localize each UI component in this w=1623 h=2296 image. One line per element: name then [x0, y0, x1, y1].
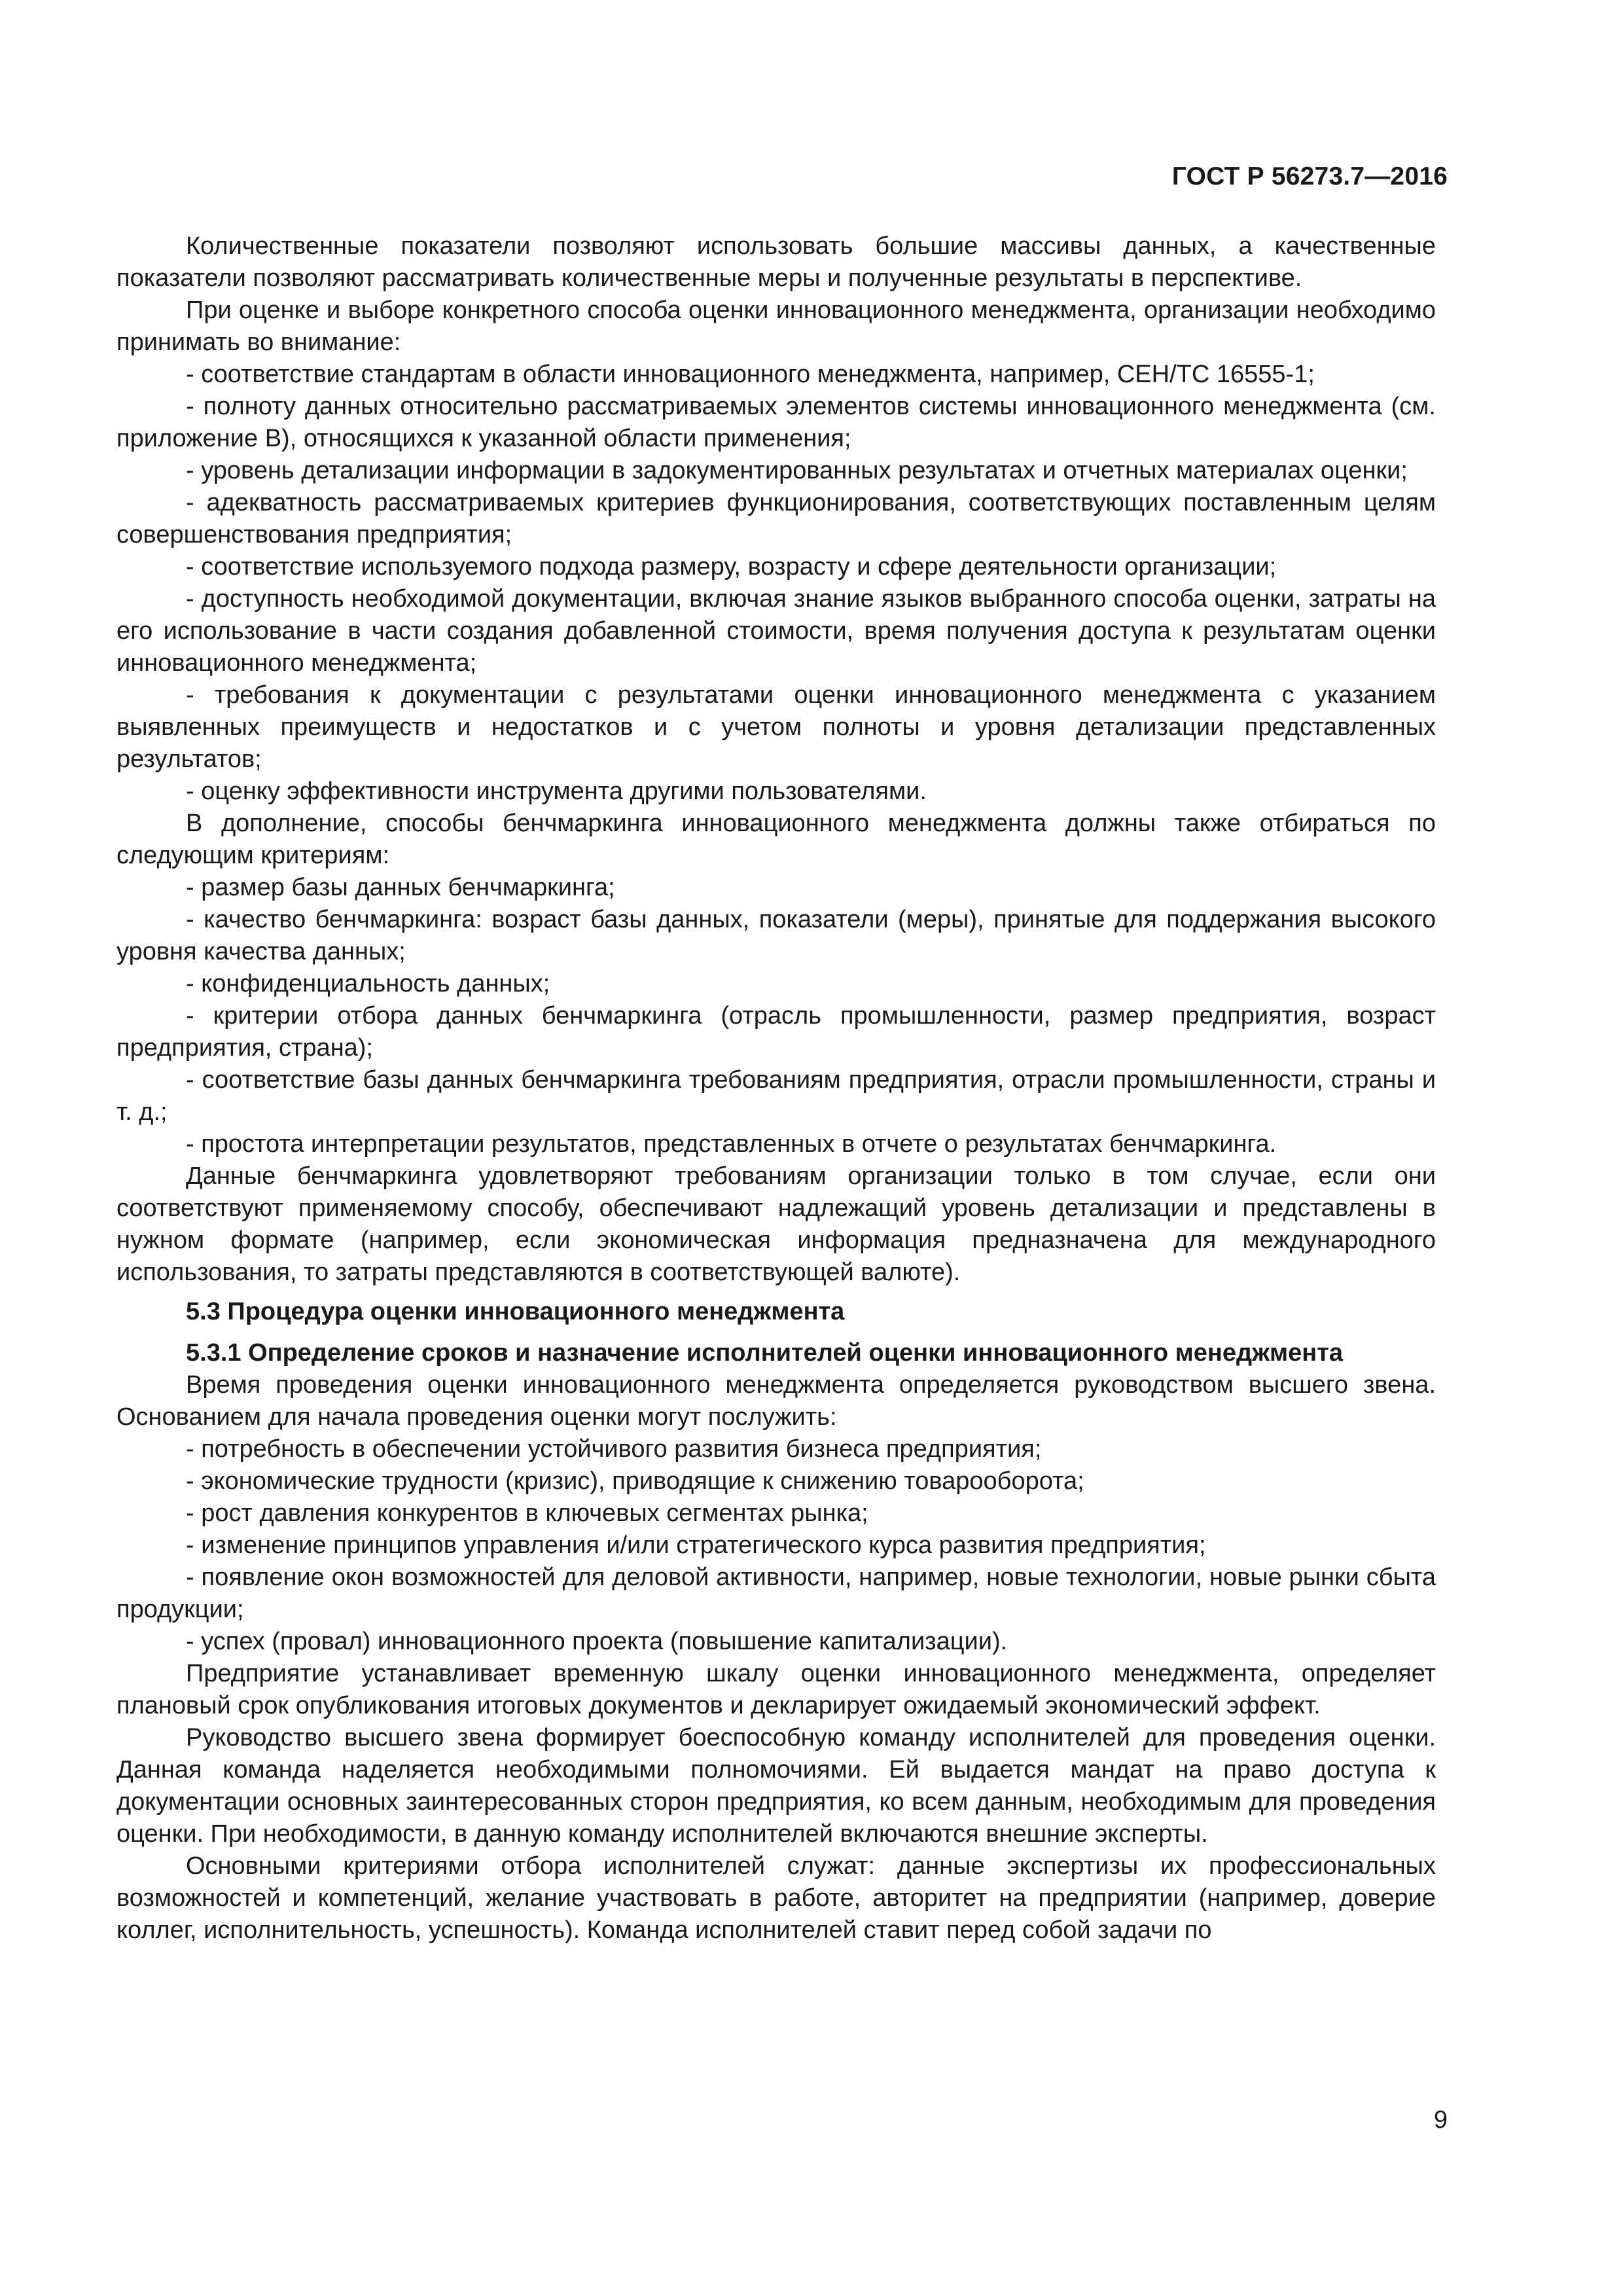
- list-item: - размер базы данных бенчмаркинга;: [186, 874, 615, 901]
- paragraph: Время проведения оценки инновационного менеджмента определяется руководством высшего звена. Основанием для начала проведения оценки могут послужить:: [116, 1371, 1436, 1431]
- list-item: - оценку эффективности инструмента другими пользователями.: [186, 778, 927, 805]
- paragraph: В дополнение, способы бенчмаркинга инновационного менеджмента должны также отбираться по следующим критериям:: [116, 810, 1436, 869]
- list-item: - потребность в обеспечении устойчивого развития бизнеса предприятия;: [186, 1435, 1042, 1463]
- list-item: - рост давления конкурентов в ключевых сегментах рынка;: [186, 1499, 868, 1527]
- list-item: - соответствие базы данных бенчмаркинга требованиям предприятия, отрасли промышленности, страны и т. д.;: [116, 1066, 1436, 1126]
- paragraph: Количественные показатели позволяют использовать большие массивы данных, а качественные показатели позволяют рассматривать количественные меры и полученные результаты в перспективе.: [116, 232, 1436, 292]
- paragraph: Предприятие устанавливает временную шкалу оценки инновационного менеджмента, определяет плановый срок опубликования итоговых документов и декларирует ожидаемый экономический эффект.: [116, 1660, 1436, 1719]
- list-item: - полноту данных относительно рассматриваемых элементов системы инновационного менеджмента (см. приложение В), относящихся к указанной области применения;: [116, 393, 1436, 452]
- paragraph: Основными критериями отбора исполнителей служат: данные экспертизы их профессиональных возможностей и компетенций, желание участвовать в работе, авторитет на предприятии (например, доверие коллег, исполнительность, успешность). Команда исполнителей ставит перед собой задачи по: [116, 1852, 1436, 1944]
- list-item: - успех (провал) инновационного проекта (повышение капитализации).: [186, 1628, 1008, 1655]
- list-item: - соответствие стандартам в области инновационного менеджмента, например, СЕН/ТС 16555-1;: [186, 361, 1315, 388]
- paragraph: Руководство высшего звена формирует боеспособную команду исполнителей для проведения оценки. Данная команда наделяется необходимыми полномочиями. Ей выдается мандат на право доступа к документации основных заинтересованных сторон предприятия, ко всем данным, необходимым для проведения оценки. При необходимости, в данную команду исполнителей включаются внешние эксперты.: [116, 1724, 1436, 1848]
- list-item: - качество бенчмаркинга: возраст базы данных, показатели (меры), принятые для поддержания высокого уровня качества данных;: [116, 906, 1436, 965]
- list-item: - критерии отбора данных бенчмаркинга (отрасль промышленности, размер предприятия, возраст предприятия, страна);: [116, 1002, 1436, 1062]
- document-body: [116, 230, 1436, 1946]
- list-item: - изменение принципов управления и/или стратегического курса развития предприятия;: [186, 1532, 1206, 1559]
- section-heading: 5.3 Процедура оценки инновационного менеджмента: [186, 1298, 845, 1325]
- page-number: 9: [1433, 2106, 1448, 2134]
- list-item: - доступность необходимой документации, включая знание языков выбранного способа оценки, затраты на его использование в части создания добавленной стоимости, время получения доступа к результатам оценки инновационного менеджмента;: [116, 585, 1436, 677]
- list-item: - адекватность рассматриваемых критериев функционирования, соответствующих поставленным целям совершенствования предприятия;: [116, 489, 1436, 548]
- list-item: - экономические трудности (кризис), приводящие к снижению товарооборота;: [186, 1467, 1084, 1495]
- document-header: ГОСТ Р 56273.7—2016: [1171, 162, 1448, 190]
- list-item: - конфиденциальность данных;: [186, 970, 550, 997]
- list-item: - появление окон возможностей для деловой активности, например, новые технологии, новые рынки сбыта продукции;: [116, 1564, 1436, 1623]
- list-item: - соответствие используемого подхода размеру, возрасту и сфере деятельности организации;: [186, 553, 1277, 581]
- list-item: - уровень детализации информации в задокументированных результатах и отчетных материалах оценки;: [186, 457, 1408, 484]
- list-item: - простота интерпретации результатов, представленных в отчете о результатах бенчмаркинга.: [186, 1130, 1277, 1158]
- list-item: - требования к документации с результатами оценки инновационного менеджмента с указанием выявленных преимуществ и недостатков и с учетом полноты и уровня детализации представленных результатов;: [116, 681, 1436, 773]
- subsection-heading: 5.3.1 Определение сроков и назначение исполнителей оценки инновационного менеджмента: [186, 1339, 1344, 1367]
- paragraph: Данные бенчмаркинга удовлетворяют требованиям организации только в том случае, если они соответствуют применяемому способу, обеспечивают надлежащий уровень детализации и представлены в нужном формате (например, если экономическая информация предназначена для международного использования, то затраты представляются в соответствующей валюте).: [116, 1162, 1436, 1286]
- paragraph: При оценке и выборе конкретного способа оценки инновационного менеджмента, организации необходимо принимать во внимание:: [116, 296, 1436, 356]
